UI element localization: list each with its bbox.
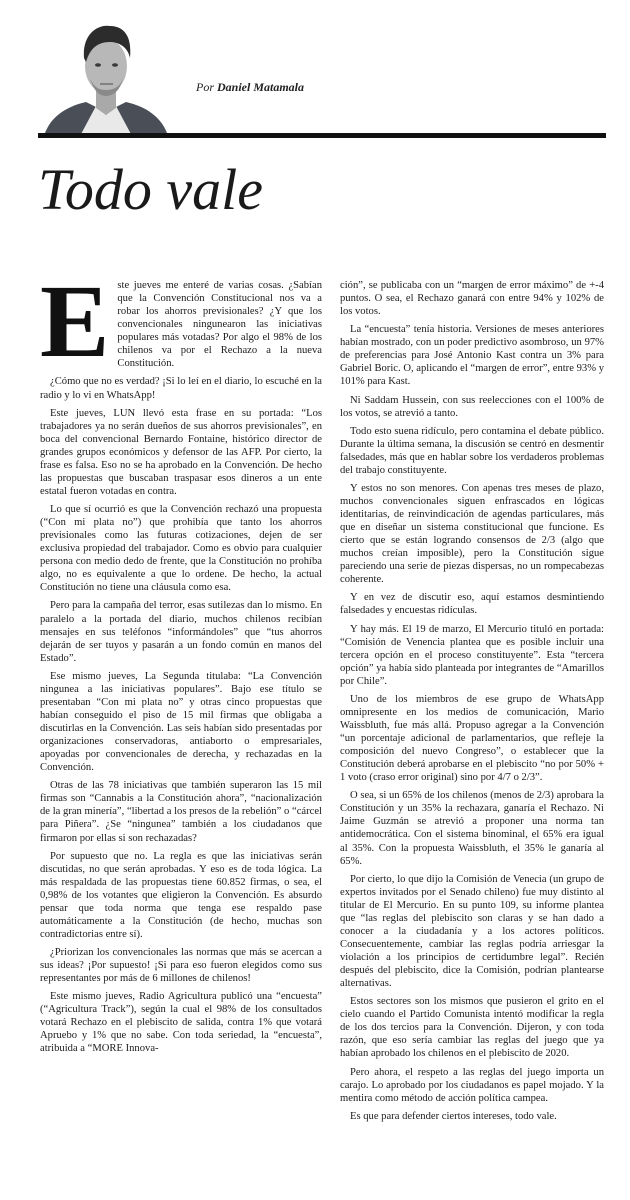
article-paragraph: Y en vez de discutir eso, aquí estamos desmintiendo falsedades y encuestas ridículas.	[340, 592, 604, 617]
article-paragraph: O sea, si un 65% de los chilenos (menos de 2/3) aprobara la Constitución y un 35% la rechazara, ganaría el Rechazo. Ni Jaime Guzmán se atrevió a proponer una norma tan antidemocrática. Con el sistema binominal, el 65% era igual al 35%. Con la propuesta Waissbluth, el 35% le ganaría al 65%.	[340, 790, 604, 867]
byline	[196, 80, 304, 95]
article-column-2	[340, 279, 604, 1128]
article-paragraph: La “encuesta” tenía historia. Versiones de meses anteriores habían mostrado, con un poder predictivo asombroso, un 97% de preferencias para José Antonio Kast contra un 3% para Gabriel Boric. O, aplicando el “margen de error”, entre 93% y 101% para Kast.	[340, 324, 604, 388]
article-paragraph: ¿Priorizan los convencionales las normas que más se acercan a sus ideas? ¡Por supuesto! ¡Si para eso fueron elegidos como sus representantes por más de 6 millones de chilenos!	[40, 947, 322, 985]
article-paragraph: Este mismo jueves, Radio Agricultura publicó una “encuesta” (“Agricultura Track”), según la cual el 98% de los consultados votará Rechazo en el plebiscito de salida, contra 1% que votará Apruebo y 1% que no sabe. Con toda seriedad, la “encuesta”, atribuida a “MORE Innova-	[40, 991, 322, 1055]
article-paragraph: Este jueves, LUN llevó esta frase en su portada: “Los trabajadores ya no serán dueños de sus ahorros previsionales”, en boca del convencional Bernardo Fontaine, histórico director de grandes grupos económicos y defensor de las AFP. Por cierto, la frase es falsa. Eso no se ha aprobado en la Convención. De hecho las propuestas que buscaban traspasar esos dineros a un ente estatal fueron votadas en contra.	[40, 407, 322, 497]
article-paragraph: Ese mismo jueves, La Segunda titulaba: “La Convención ningunea a las iniciativas populares”. Bajo ese título se presentaban “Con mi plata no” y otras cinco propuestas que habían conseguido el piso de 15 mil firmas que obligaba a discutirlas en la Convención. Las seis habían sido presentadas por organizaciones conservadoras, antiaborto o empresariales, apoyadas por convencionales de derecha, y rechazadas en la Convención.	[40, 670, 322, 774]
article-paragraph: Y estos no son menores. Con apenas tres meses de plazo, muchos convencionales siguen enfrascados en lógicas identitarias, de reinvindicación de agendas particulares, más que en diseñar un sistema constitucional que funcione. Es cierto que se están logrando consensos de 2/3 (algo que muchos creían imposible), pero la Constitución sigue pareciendo una serie de piezas dispersas, no un rompecabezas coherente.	[340, 482, 604, 586]
article-column-1	[40, 264, 322, 1061]
headline: Todo vale	[38, 157, 264, 222]
article-paragraph: ¿Cómo que no es verdad? ¡Si lo leí en el diario, lo escuché en la radio y lo vi en WhatsApp!	[40, 376, 322, 401]
article-paragraph: Estos sectores son los mismos que pusieron el grito en el cielo cuando el Partido Comunista intentó modificar la regla de los dos tercios para la Convención. Dijeron, y con toda razón, que eso sería cambiar las reglas del juego que ya habían aprobado los chilenos en el plebiscito de 2020.	[340, 996, 604, 1060]
author-photo	[40, 18, 172, 136]
article-paragraph: Por supuesto que no. La regla es que las iniciativas serán discutidas, no que serán aprobadas. Y eso es de toda lógica. La más respaldada de las propuestas tiene 60.852 firmas, o sea, el 0,98% de los votantes que eligieron la Convención. Es absurdo pensar que toda norma que tenga ese respaldo pase automáticamente a la Constitución (de hecho, muchas son contradictorias entre sí).	[40, 850, 322, 940]
article-paragraph: Lo que sí ocurrió es que la Convención rechazó una propuesta (“Con mi plata no”) que prohibía que tanto los ahorros previsionales como las futuras cotizaciones, dejen de ser exclusiva propiedad del trabajador. Como es obvio para cualquier persona con medio dedo de frente, que la Constitución no prohíba algo, no es equivalente a que lo ordene. De hecho, la actual Constitución no tiene una cláusula como esa.	[40, 504, 322, 594]
article-paragraph: ción”, se publicaba con un “margen de error máximo” de +-4 puntos. O sea, el Rechazo ganará con entre 94% y 102% de los votos.	[340, 280, 604, 318]
byline-prefix: Por	[196, 80, 214, 94]
article-paragraph: Es que para defender ciertos intereses, todo vale.	[350, 1110, 557, 1122]
article-paragraph-text: ste jueves me enteré de varias cosas. ¿Sabían que la Convención Constitucional nos va a robar los ahorros previsionales? ¿Y que los convencionales ningunearon las iniciativas populares más votadas? Por algo el 98% de los chilenos va por el Rechazo a la nueva Constitución.	[117, 280, 322, 370]
drop-cap: E	[40, 264, 110, 379]
article-paragraph: Pero ahora, el respeto a las reglas del juego importa un carajo. Lo aprobado por los ciudadanos es papel mojado. Y la mentira como método de acción política campea.	[340, 1066, 604, 1104]
article-paragraph: Otras de las 78 iniciativas que también superaron las 15 mil firmas son “Cannabis a la Constitución ahora”, “nacionalización de la gran minería”, “libertad a los presos de la rebelión” o “cárcel para Piñera”. ¿Se “ningunea” también a los ciudadanos que firmaron por ellas si son rechazadas?	[40, 780, 322, 844]
article-paragraph: Y hay más. El 19 de marzo, El Mercurio tituló en portada: “Comisión de Venencia plantea que es posible incluir una tercera opción en el proceso constituyente”. Esta “tercera opción” ya había sido planteada por integrantes de “Amarillos por Chile”.	[340, 623, 604, 687]
article-paragraph: Por cierto, lo que dijo la Comisión de Venecia (un grupo de expertos invitados por el Senado chileno) fue muy distinto al titular de El Mercurio. En su punto 109, su informe plantea que “las reglas del plebiscito son claras y se han dado a conocer a la ciudadanía y a los actores políticos. Consecuentemente, cambiar las reglas podría arriesgar la violación a los principios de certidumbre legal”. Recién después del plebiscito, dice la Comisión, podrían plantearse alternativas.	[340, 873, 604, 990]
article-paragraph: Uno de los miembros de ese grupo de WhatsApp omnipresente en los medios de comunicación, Mario Waissbluth, fue más allá. Propuso agregar a la Convención “un porcentaje adicional de parlamentarios, que refleje la composición del nuevo Congreso”, o establecer que la Constitución deberá aprobarse en el plebiscito “no por 50% + 1 voto (craso error original) sino por 4/7 o 2/3”.	[340, 693, 604, 784]
author-name: Daniel Matamala	[217, 80, 305, 94]
article-paragraph: Pero para la campaña del terror, esas sutilezas dan lo mismo. En paralelo a la portada del diario, muchos chilenos recibían mensajes en sus teléfonos “informándoles” que “tus ahorros dejarán de ser tuyos y pasarán a un fondo común en manos del Estado”.	[40, 600, 322, 664]
article-paragraph	[40, 264, 322, 379]
header-rule	[38, 133, 606, 138]
article-paragraph: Todo esto suena ridículo, pero contamina el debate público. Durante la última semana, la discusión se centró en desmentir falsedades, más que en hablar sobre los verdaderos problemas del trabajo constituyente.	[340, 425, 604, 476]
article-paragraph: Ni Saddam Hussein, con sus reelecciones con el 100% de los votos, se atrevió a tanto.	[340, 394, 604, 419]
